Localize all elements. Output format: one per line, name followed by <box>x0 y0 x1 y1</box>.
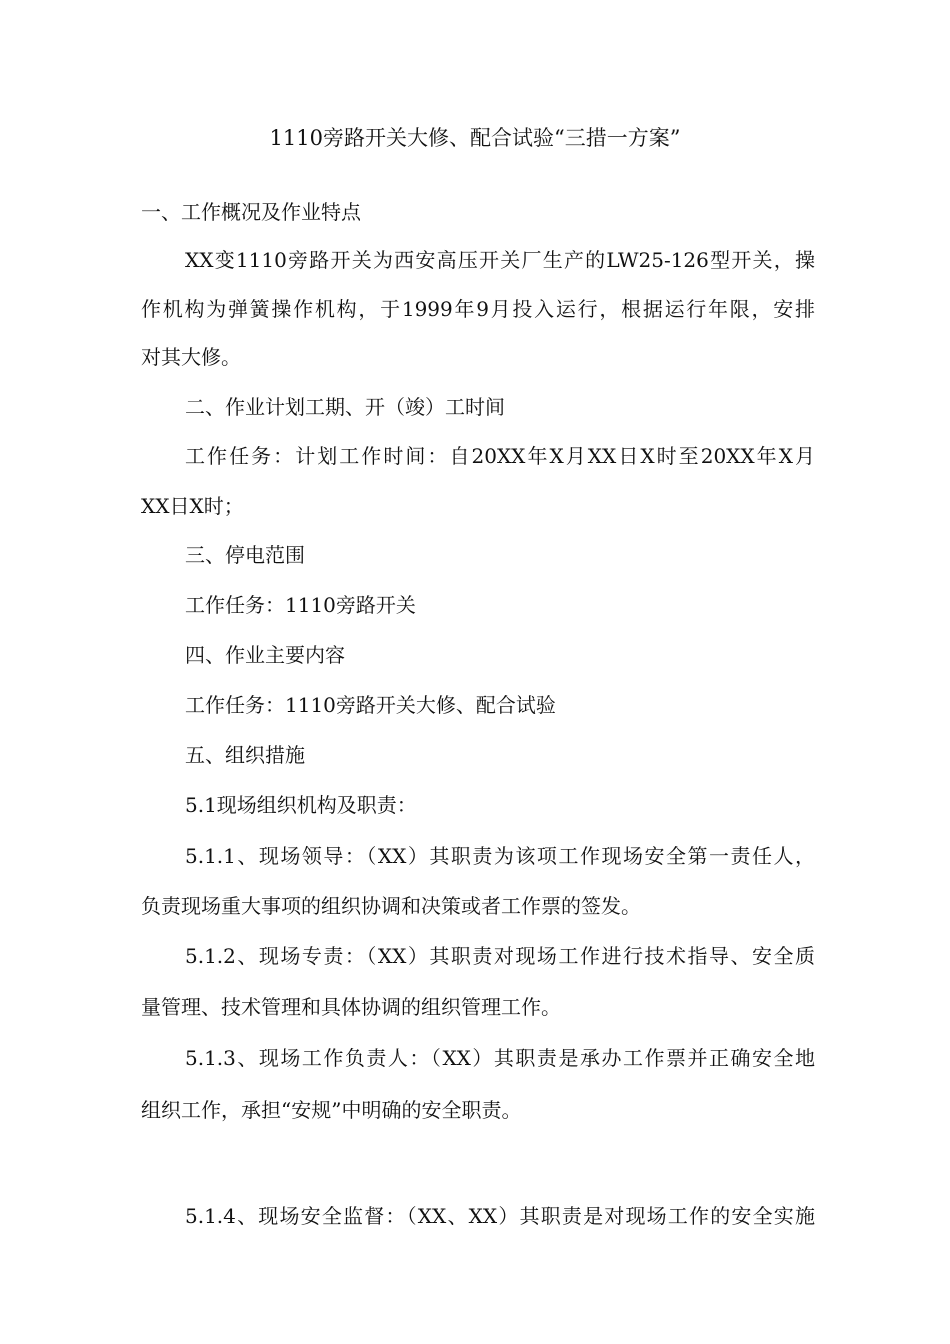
section-heading-5: 五、组织措施 <box>185 743 305 767</box>
paragraph-line: 对其大修。 <box>141 345 241 369</box>
paragraph-line: 组织工作，承担“安规”中明确的安全职责。 <box>141 1098 522 1122</box>
paragraph-line: 工作任务：1110旁路开关大修、配合试验 <box>185 693 556 717</box>
paragraph-line: 作机构为弹簧操作机构，于1999年9月投入运行，根据运行年限，安排 <box>141 297 815 321</box>
document-title: 1110旁路开关大修、配合试验“三措一方案” <box>269 126 681 150</box>
paragraph-line: 负责现场重大事项的组织协调和决策或者工作票的签发。 <box>141 894 641 918</box>
paragraph-line: 量管理、技术管理和具体协调的组织管理工作。 <box>141 995 561 1019</box>
paragraph-line: 5.1.1、现场领导：（XX）其职责为该项工作现场安全第一责任人， <box>185 844 815 868</box>
paragraph-line: 工作任务：1110旁路开关 <box>185 593 416 617</box>
section-heading-4: 四、作业主要内容 <box>185 643 345 667</box>
paragraph-line: 5.1.3、现场工作负责人：（XX）其职责是承办工作票并正确安全地 <box>185 1046 815 1070</box>
section-heading-1: 一、工作概况及作业特点 <box>141 200 361 224</box>
subsection-heading: 5.1现场组织机构及职责： <box>185 793 417 817</box>
paragraph-line: XX变1110旁路开关为西安高压开关厂生产的LW25-126型开关，操 <box>185 248 815 272</box>
paragraph-line: 5.1.4、现场安全监督：（XX、XX）其职责是对现场工作的安全实施 <box>185 1204 815 1228</box>
paragraph-line: XX日X时； <box>141 494 244 518</box>
section-heading-2: 二、作业计划工期、开（竣）工时间 <box>185 395 505 419</box>
paragraph-line: 工作任务：计划工作时间：自20XX年X月XX日X时至20XX年X月 <box>185 444 815 468</box>
paragraph-line: 5.1.2、现场专责：（XX）其职责对现场工作进行技术指导、安全质 <box>185 944 815 968</box>
section-heading-3: 三、停电范围 <box>185 543 305 567</box>
